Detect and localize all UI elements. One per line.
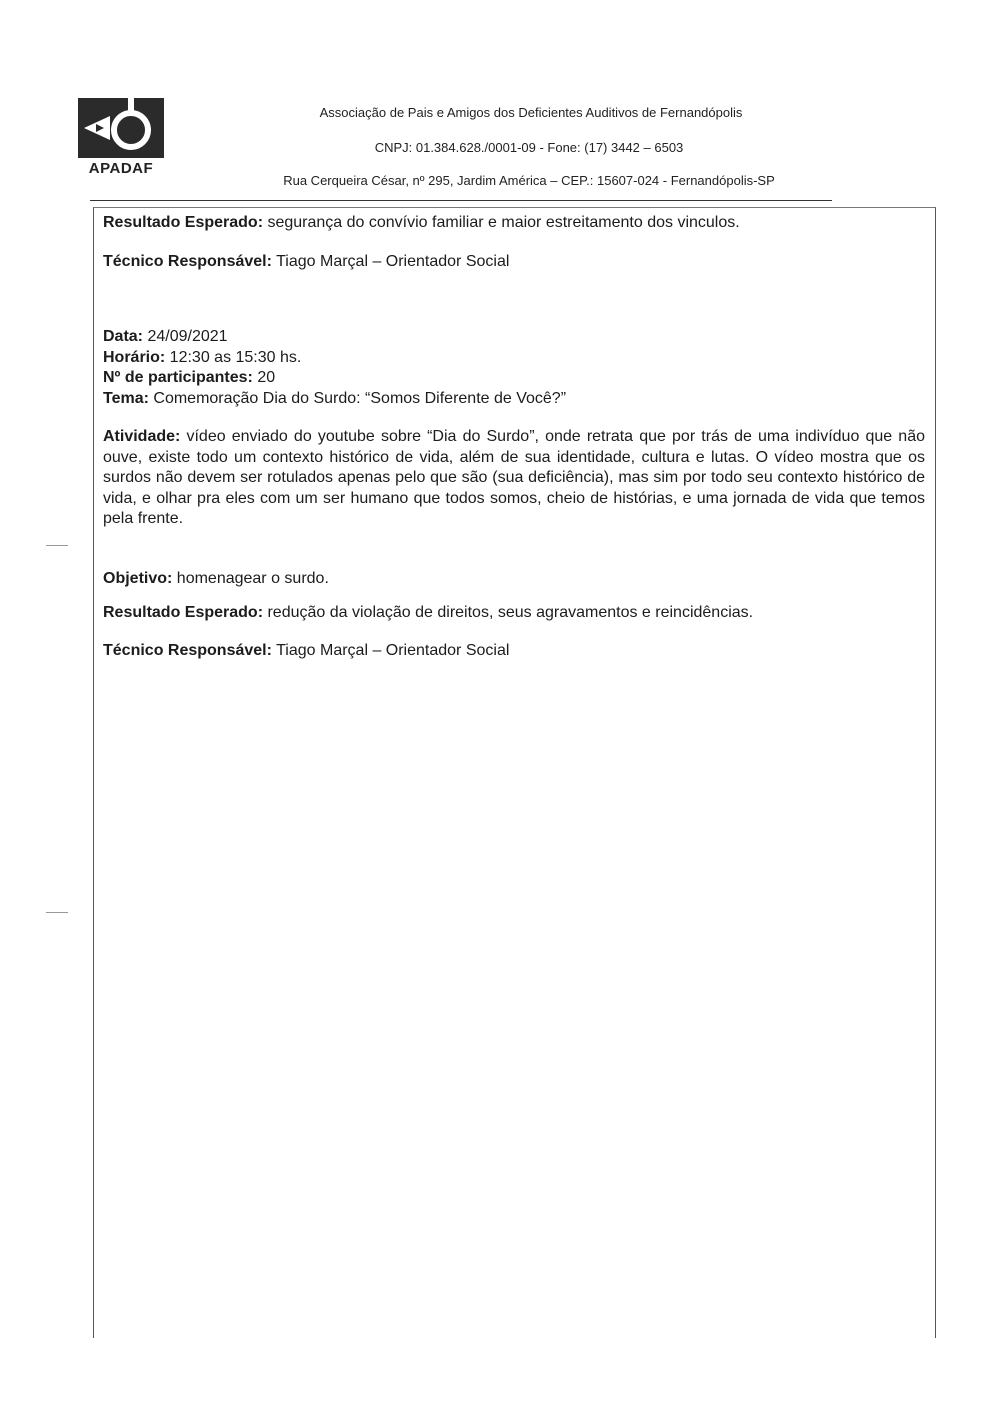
tecnico-label: Técnico Responsável: bbox=[103, 253, 272, 270]
tema-label: Tema: bbox=[103, 389, 149, 407]
tema-line bbox=[103, 389, 925, 410]
tecnico-responsavel-2 bbox=[103, 641, 925, 662]
tecnico-value: Tiago Marçal – Orientador Social bbox=[271, 253, 510, 270]
margin-mark bbox=[46, 545, 68, 546]
resultado-label: Resultado Esperado: bbox=[103, 604, 264, 621]
contact-info: CNPJ: 01.384.628./0001-09 - Fone: (17) 3442 – 6503 bbox=[374, 140, 684, 155]
data-line bbox=[103, 327, 925, 348]
tema-value: Comemoração Dia do Surdo: “Somos Diferente de Você?” bbox=[148, 389, 567, 407]
horario-line bbox=[103, 348, 925, 369]
resultado-value: segurança do convívio familiar e maior estreitamento dos vinculos. bbox=[263, 214, 740, 231]
org-name: Associação de Pais e Amigos dos Deficientes Auditivos de Fernandópolis bbox=[319, 105, 743, 120]
atividade-label: Atividade: bbox=[103, 428, 181, 445]
tecnico-value: Tiago Marçal – Orientador Social bbox=[271, 642, 510, 659]
participantes-line bbox=[103, 368, 925, 389]
resultado-esperado-2 bbox=[103, 603, 925, 624]
objetivo-value: homenagear o surdo. bbox=[172, 570, 329, 587]
logo-text: APADAF bbox=[88, 160, 154, 177]
objetivo-label: Objetivo: bbox=[103, 570, 173, 587]
resultado-esperado-1 bbox=[103, 213, 925, 234]
objetivo-line bbox=[103, 569, 925, 590]
participantes-label: Nº de participantes: bbox=[103, 369, 253, 386]
tecnico-responsavel-1 bbox=[103, 252, 925, 273]
participantes-value: 20 bbox=[252, 369, 276, 386]
atividade-value: vídeo enviado do youtube sobre “Dia do Surdo”, onde retrata que por trás de uma indivíduo que não ouve, existe todo um contexto histórico de vida, além de sua identidade, cultura e lutas. O vídeo mostra que os surdos não devem ser rotulados apenas pelo que são (sua deficiência), mas sim por todo seu contexto histórico de vida, e olhar pra eles com um ser humano que todos somos, cheio de histórias, e uma jornada de vida que temos pela frente. bbox=[103, 428, 925, 527]
horario-value: 12:30 as 15:30 hs. bbox=[165, 348, 302, 366]
data-value: 24/09/2021 bbox=[143, 328, 228, 345]
tecnico-label: Técnico Responsável: bbox=[103, 642, 272, 659]
atividade-paragraph bbox=[103, 427, 925, 530]
resultado-label: Resultado Esperado: bbox=[103, 214, 264, 231]
address: Rua Cerqueira César, nº 295, Jardim América – CEP.: 15607-024 - Fernandópolis-SP bbox=[283, 173, 775, 188]
margin-mark bbox=[46, 912, 68, 913]
data-label: Data: bbox=[103, 328, 144, 345]
header-divider bbox=[90, 200, 832, 201]
resultado-value: redução da violação de direitos, seus agravamentos e reincidências. bbox=[263, 604, 754, 621]
horario-label: Horário: bbox=[103, 348, 166, 366]
details-block bbox=[103, 327, 925, 409]
